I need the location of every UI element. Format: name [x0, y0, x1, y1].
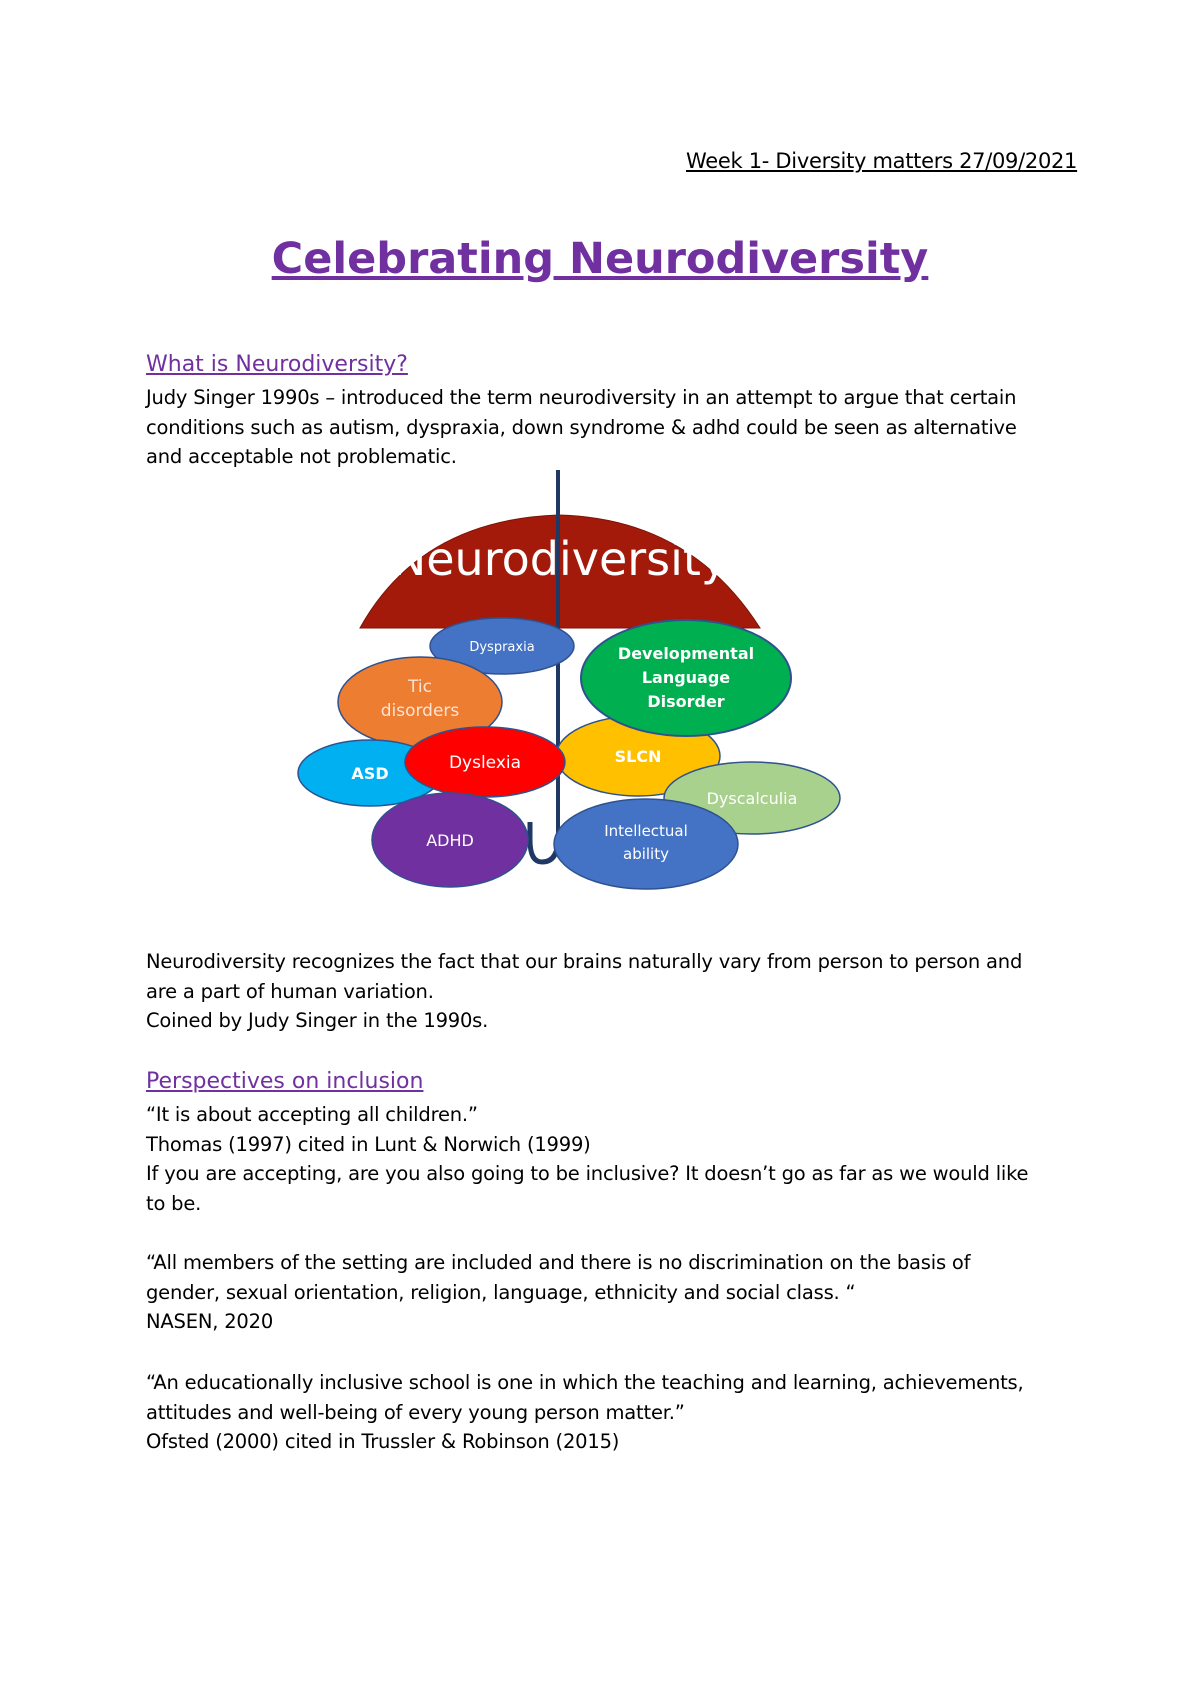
text-line: attitudes and well-being of every young person matter.”: [146, 1400, 685, 1424]
text-line: Judy Singer 1990s – introduced the term neurodiversity in an attempt to argue that certain: [146, 386, 1017, 409]
date-line: Week 1- Diversity matters 27/09/2021: [686, 149, 1078, 173]
bubble-label: Disorder: [647, 692, 725, 711]
bubble-label: ability: [623, 845, 669, 863]
quote-block-thomas: [146, 1100, 1066, 1218]
bubble-label: Language: [641, 668, 731, 687]
bubble-developmental-language-disorder: [581, 620, 791, 736]
bubble-adhd: [372, 793, 528, 887]
neurodiversity-paragraph: [146, 947, 1066, 1036]
text-line: “It is about accepting all children.”: [146, 1103, 478, 1126]
page-title: Celebrating Neurodiversity: [271, 234, 929, 284]
bubble-label: ASD: [351, 764, 389, 783]
bubble-label: Dyscalculia: [706, 789, 798, 808]
quote-block-nasen: [146, 1248, 1066, 1337]
bubble-label: Dyslexia: [448, 753, 522, 773]
text-line: and acceptable not problematic.: [146, 445, 457, 468]
text-line: If you are accepting, are you also going to be inclusive? It doesn’t go as far as we would like: [146, 1162, 1029, 1185]
text-line: “An educationally inclusive school is one in which the teaching and learning, achievements,: [146, 1371, 1024, 1394]
text-line: “All members of the setting are included and there is no discrimination on the basis of: [146, 1251, 971, 1274]
bubble-label: Dyspraxia: [469, 640, 535, 655]
bubble-label: Developmental: [617, 644, 755, 663]
text-line: to be.: [146, 1191, 202, 1215]
text-line: conditions such as autism, dyspraxia, down syndrome & adhd could be seen as alternative: [146, 415, 1017, 439]
bubble-label: ADHD: [426, 831, 474, 850]
section-heading-what-is: What is Neurodiversity?: [146, 352, 408, 377]
text-line: Ofsted (2000) cited in Trussler & Robinson (2015): [146, 1430, 620, 1453]
bubble-dyslexia: [405, 727, 565, 797]
text-line: Neurodiversity recognizes the fact that our brains naturally vary from person to person and: [146, 950, 1023, 973]
intro-paragraph: [146, 383, 1066, 472]
text-line: NASEN, 2020: [146, 1310, 274, 1333]
text-line: Coined by Judy Singer in the 1990s.: [146, 1009, 489, 1032]
text-line: are a part of human variation.: [146, 979, 434, 1003]
bubble-label: Tic: [408, 677, 432, 697]
bubble-label: SLCN: [614, 747, 662, 766]
bubble-label: Intellectual: [604, 822, 688, 840]
text-line: Thomas (1997) cited in Lunt & Norwich (1999): [146, 1132, 591, 1156]
umbrella-label: Neurodiversity: [391, 532, 729, 586]
neurodiversity-umbrella-diagram: [290, 470, 870, 910]
section-heading-perspectives: Perspectives on inclusion: [146, 1069, 424, 1094]
text-line: gender, sexual orientation, religion, language, ethnicity and social class. “: [146, 1280, 856, 1304]
bubble-label: disorders: [380, 701, 460, 721]
bubble-intellectual-ability: [554, 799, 738, 889]
quote-block-ofsted: [146, 1368, 1066, 1457]
